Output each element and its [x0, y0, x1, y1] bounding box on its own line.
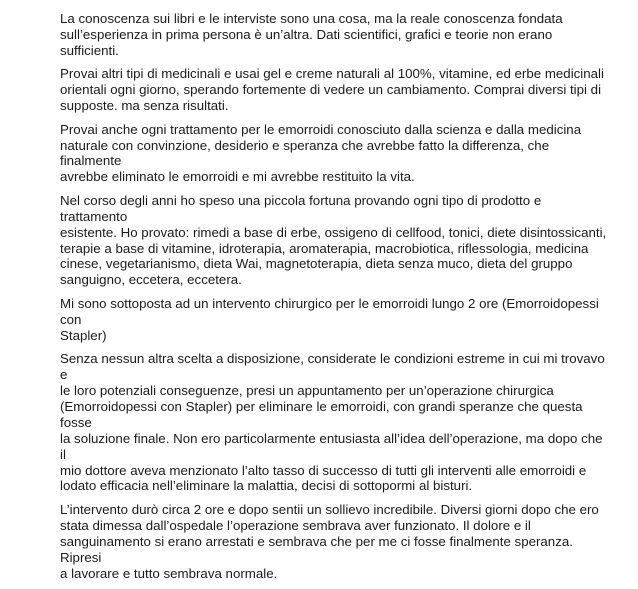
paragraph-after-surgery: L’intervento durò circa 2 ore e dopo sentii un sollievo incredibile. Diversi giorni dopo che ero stata dimessa dall’ospedale l’operazione sembrava aver funzionato. Il dolore e il sanguinamento si erano arrestati e sembrava che per me ci fosse finalmente speranza. Ripresi a lavorare e tutto sembrava normale. — [60, 501, 599, 581]
paragraph-treatments: Provai anche ogni trattamento per le emorroidi conosciuto dalla scienza e dalla medicina naturale con convinzione, desiderio e speranza che avrebbe fatto la differenza, che finalmente avrebbe eliminato le emorroidi e mi avrebbe restituito la vita. — [60, 121, 582, 185]
paragraph-surgery: Mi sono sottoposta ad un intervento chirurgico per le emorroidi lungo 2 ore (Emorroidopessi con Stapler) — [60, 295, 599, 343]
paragraph-experience: La conoscenza sui libri e le interviste sono una cosa, ma la reale conoscenza fondata sull’esperienza in prima persona è un’altra. Dati scientifici, grafici e teorie non erano sufficienti. — [60, 11, 563, 58]
paragraph-remedies-list: Nel corso degli anni ho speso una piccola fortuna provando ogni tipo di prodotto e trattamento esistente. Ho provato: rimedi a base di erbe, ossigeno di cellfood, tonici, diete disintossicanti, terapie a base di vitamine, idroterapia, aromaterapia, macrobiotica, riflessologia, medicina cinese, vegetarianismo, dieta Wai, magnetoterapia, dieta senza muco, dieta del gruppo sanguigno, eccetera, eccetera. — [60, 192, 607, 288]
document-page — [60, 11, 608, 589]
paragraph-decision: Senza nessun altra scelta a disposizione, considerate le condizioni estreme in cui mi trovavo e le loro potenziali conseguenze, presi un appuntamento per un’operazione chirurgica (Emorroidopessi con Stapler) per eliminare le emorroidi, con grandi speranze che questa fosse la soluzione finale. Non ero particolarmente entusiasta all’idea dell’operazione, ma dopo che il mio dottore aveva menzionato l’alto tasso di successo di tutti gli interventi alle emorroidi e lodato efficacia nell’eliminare la malattia, decisi di sottopormi al bisturi. — [60, 351, 605, 494]
paragraph-medicines: Provai altri tipi di medicinali e usai gel e creme naturali al 100%, vitamine, ed erbe medicinali orientali ogni giorno, sperando fortemente di vedere un cambiamento. Comprai diversi tipi di supposte. ma senza risultati. — [60, 66, 604, 114]
